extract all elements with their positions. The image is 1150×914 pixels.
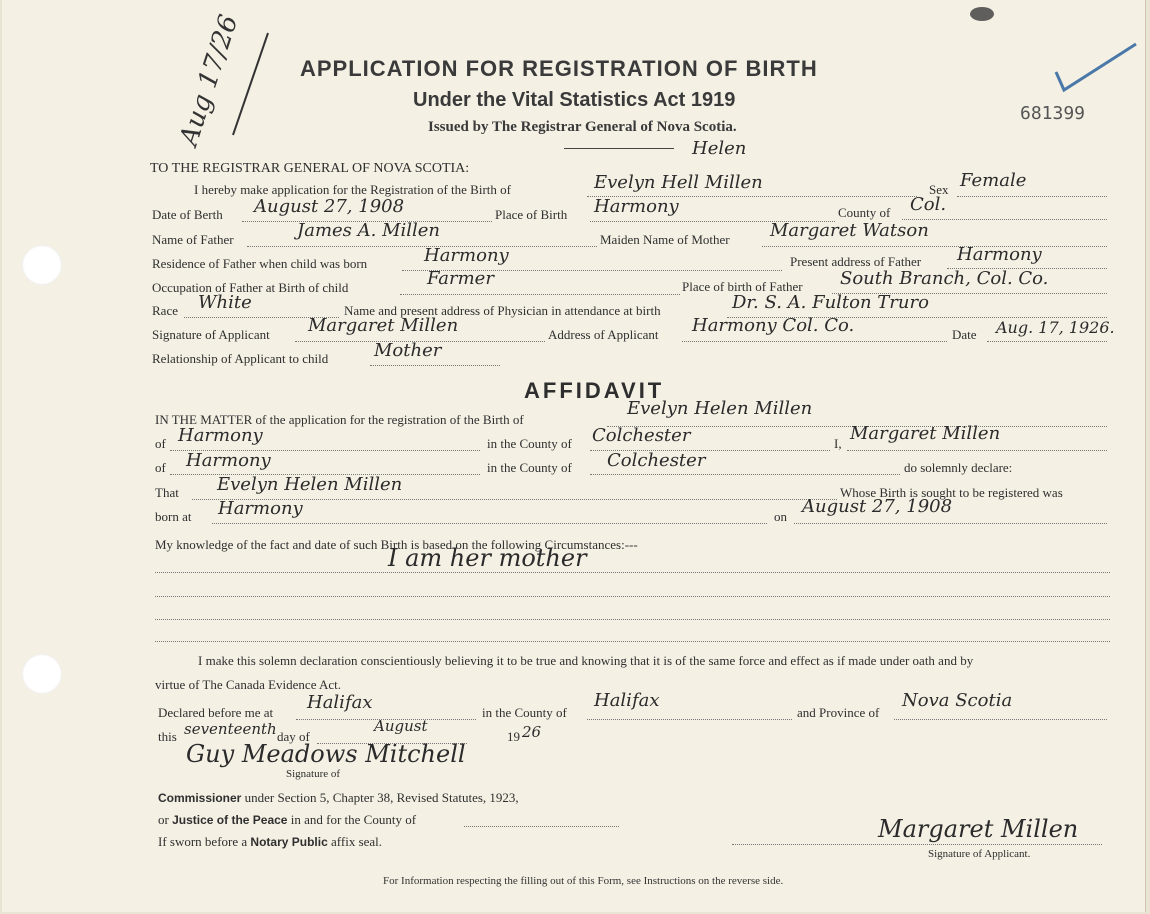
of-label-2: of <box>155 460 166 475</box>
born-at-label: born at <box>155 509 192 524</box>
father-residence-label: Residence of Father when child was born <box>152 256 368 271</box>
field-line <box>247 246 597 247</box>
that-label: That <box>155 485 179 500</box>
sex-field: Female <box>960 170 1027 191</box>
or-label: or <box>158 812 169 827</box>
commissioner-rest: under Section 5, Chapter 38, Revised Statutes, 1923, <box>244 790 519 805</box>
date-field: Aug. 17, 1926. <box>996 318 1115 337</box>
commissioner-label: Commissioner <box>158 791 242 805</box>
year-field: 26 <box>522 723 542 741</box>
county-2-field: Colchester <box>607 450 706 471</box>
form-sheet <box>2 0 1146 912</box>
matter-name-field: Evelyn Helen Millen <box>627 398 813 419</box>
justice-line <box>158 812 416 828</box>
intro-label: I hereby make application for the Registration of the Birth of <box>194 182 511 197</box>
field-line <box>894 719 1107 720</box>
province-field: Nova Scotia <box>902 690 1013 711</box>
field-line <box>587 719 792 720</box>
dob-field: August 27, 1908 <box>254 196 405 217</box>
declared-county-field: Halifax <box>594 690 660 711</box>
father-label: Name of Father <box>152 232 234 247</box>
of-label: of <box>155 436 166 451</box>
field-line <box>794 523 1107 524</box>
commissioner-signature: Guy Meadows Mitchell <box>186 740 466 768</box>
father-occupation-field: Farmer <box>427 268 494 289</box>
in-county-label-2: in the County of <box>487 460 572 475</box>
ink-smudge-icon <box>962 2 1002 26</box>
father-present-label: Present address of Father <box>790 254 922 269</box>
applicant-signature-caption: Signature of Applicant. <box>928 848 1031 860</box>
sex-label: Sex <box>929 182 949 197</box>
this-label: this <box>158 729 177 744</box>
notary-label: Notary Public <box>250 835 328 849</box>
relationship-field: Mother <box>374 340 442 361</box>
field-line <box>732 844 1102 845</box>
field-line <box>762 246 1107 247</box>
form-subtitle: Under the Vital Statistics Act 1919 <box>413 89 736 111</box>
to-registrar-line: TO THE REGISTRAR GENERAL OF NOVA SCOTIA: <box>150 161 470 176</box>
sworn-line <box>158 834 382 850</box>
field-line <box>464 826 619 827</box>
i-label: I, <box>834 436 842 451</box>
field-line <box>957 196 1107 197</box>
physician-field: Dr. S. A. Fulton Truro <box>732 292 929 313</box>
day-field: seventeenth <box>184 720 277 738</box>
field-line <box>987 341 1107 342</box>
applicant-final-signature: Margaret Millen <box>878 815 1079 843</box>
relationship-label: Relationship of Applicant to child <box>152 351 329 366</box>
place-of-birth-field: Harmony <box>594 196 679 217</box>
race-field: White <box>198 292 252 313</box>
father-occupation-label: Occupation of Father at Birth of child <box>152 280 349 295</box>
in-county-label: in the County of <box>487 436 572 451</box>
field-line <box>370 365 500 366</box>
applicant-signature-label: Signature of Applicant <box>152 327 270 342</box>
mother-maiden-label: Maiden Name of Mother <box>600 232 730 247</box>
born-at-field: Harmony <box>218 498 303 519</box>
year-prefix: 19 <box>507 729 520 744</box>
child-name-field: Evelyn Hell Millen <box>594 172 763 193</box>
sworn-label: If sworn before a <box>158 834 248 849</box>
in-county-of-label: in the County of <box>482 705 567 720</box>
race-label: Race <box>152 303 178 318</box>
dob-label: Date of Berth <box>152 207 223 222</box>
field-line <box>212 523 767 524</box>
of-place-2-field: Harmony <box>186 450 271 471</box>
margin-date-note: Aug 17/26 <box>174 11 245 150</box>
field-line <box>902 219 1107 220</box>
check-mark-icon <box>1050 38 1140 98</box>
circumstances-line-1 <box>155 572 1110 573</box>
commissioner-line <box>158 790 519 806</box>
county-label: County of <box>838 205 891 220</box>
born-on-field: August 27, 1908 <box>802 496 953 517</box>
applicant-signature-field: Margaret Millen <box>308 315 459 336</box>
field-line <box>400 294 680 295</box>
father-birthplace-field: South Branch, Col. Co. <box>840 268 1049 289</box>
sworn-rest: affix seal. <box>331 834 383 849</box>
punch-hole-bottom <box>22 654 62 694</box>
mother-maiden-field: Margaret Watson <box>770 220 929 241</box>
father-residence-field: Harmony <box>424 245 509 266</box>
day-of-label: day of <box>277 729 310 744</box>
applicant-address-label: Address of Applicant <box>548 327 659 342</box>
father-birthplace-label: Place of birth of Father <box>682 279 803 294</box>
declared-before-label: Declared before me at <box>158 705 274 720</box>
solemn-declaration-line-1: I make this solemn declaration conscientiously believing it to be true and knowing that it is of the same force and effect as if made under oath and by <box>198 653 974 668</box>
applicant-address-field: Harmony Col. Co. <box>692 315 855 336</box>
month-field: August <box>374 717 428 735</box>
whose-birth-label: Whose Birth is sought to be registered was <box>840 485 1063 500</box>
county-1-field: Colchester <box>592 425 691 446</box>
declared-at-field: Halifax <box>307 692 373 713</box>
justice-rest: in and for the County of <box>290 812 417 827</box>
that-name-field: Evelyn Helen Millen <box>217 474 403 495</box>
justice-label: Justice of the Peace <box>172 813 288 827</box>
declare-label: do solemnly declare: <box>904 460 1013 475</box>
signature-of-label: Signature of <box>286 768 341 780</box>
circumstances-line-3 <box>155 619 1110 620</box>
place-of-birth-label: Place of Birth <box>495 207 568 222</box>
solemn-declaration-line-2: virtue of The Canada Evidence Act. <box>155 677 342 692</box>
father-field: James A. Millen <box>297 220 441 241</box>
margin-slash-mark <box>228 30 273 140</box>
footer-note: For Information respecting the filling out of this Form, see Instructions on the reverse side. <box>383 875 784 887</box>
form-title: APPLICATION FOR REGISTRATION OF BIRTH <box>300 56 818 81</box>
field-line <box>847 450 1107 451</box>
knowledge-label: My knowledge of the fact and date of such Birth is based on the following Circumstances:--- <box>155 537 638 552</box>
province-label: and Province of <box>797 705 880 720</box>
county-field: Col. <box>910 194 947 215</box>
circumstances-line-2 <box>155 596 1110 597</box>
of-place-1-field: Harmony <box>178 425 263 446</box>
circumstances-field: I am her mother <box>388 544 587 572</box>
physician-label: Name and present address of Physician in attendance at birth <box>344 303 661 318</box>
matter-label: IN THE MATTER of the application for the registration of the Birth of <box>155 412 524 427</box>
field-line <box>590 474 900 475</box>
date-label: Date <box>952 327 977 342</box>
field-line <box>682 341 947 342</box>
father-present-field: Harmony <box>957 244 1042 265</box>
declarant-field: Margaret Millen <box>850 423 1001 444</box>
issued-by: Issued by The Registrar General of Nova Scotia. <box>428 119 737 135</box>
circumstances-line-4 <box>155 641 1110 642</box>
punch-hole-top <box>22 245 62 285</box>
file-number: 681399 <box>1020 103 1086 124</box>
title-rule <box>564 148 674 149</box>
on-label: on <box>774 509 787 524</box>
inserted-name: Helen <box>692 138 747 159</box>
affidavit-heading: AFFIDAVIT <box>524 378 665 403</box>
